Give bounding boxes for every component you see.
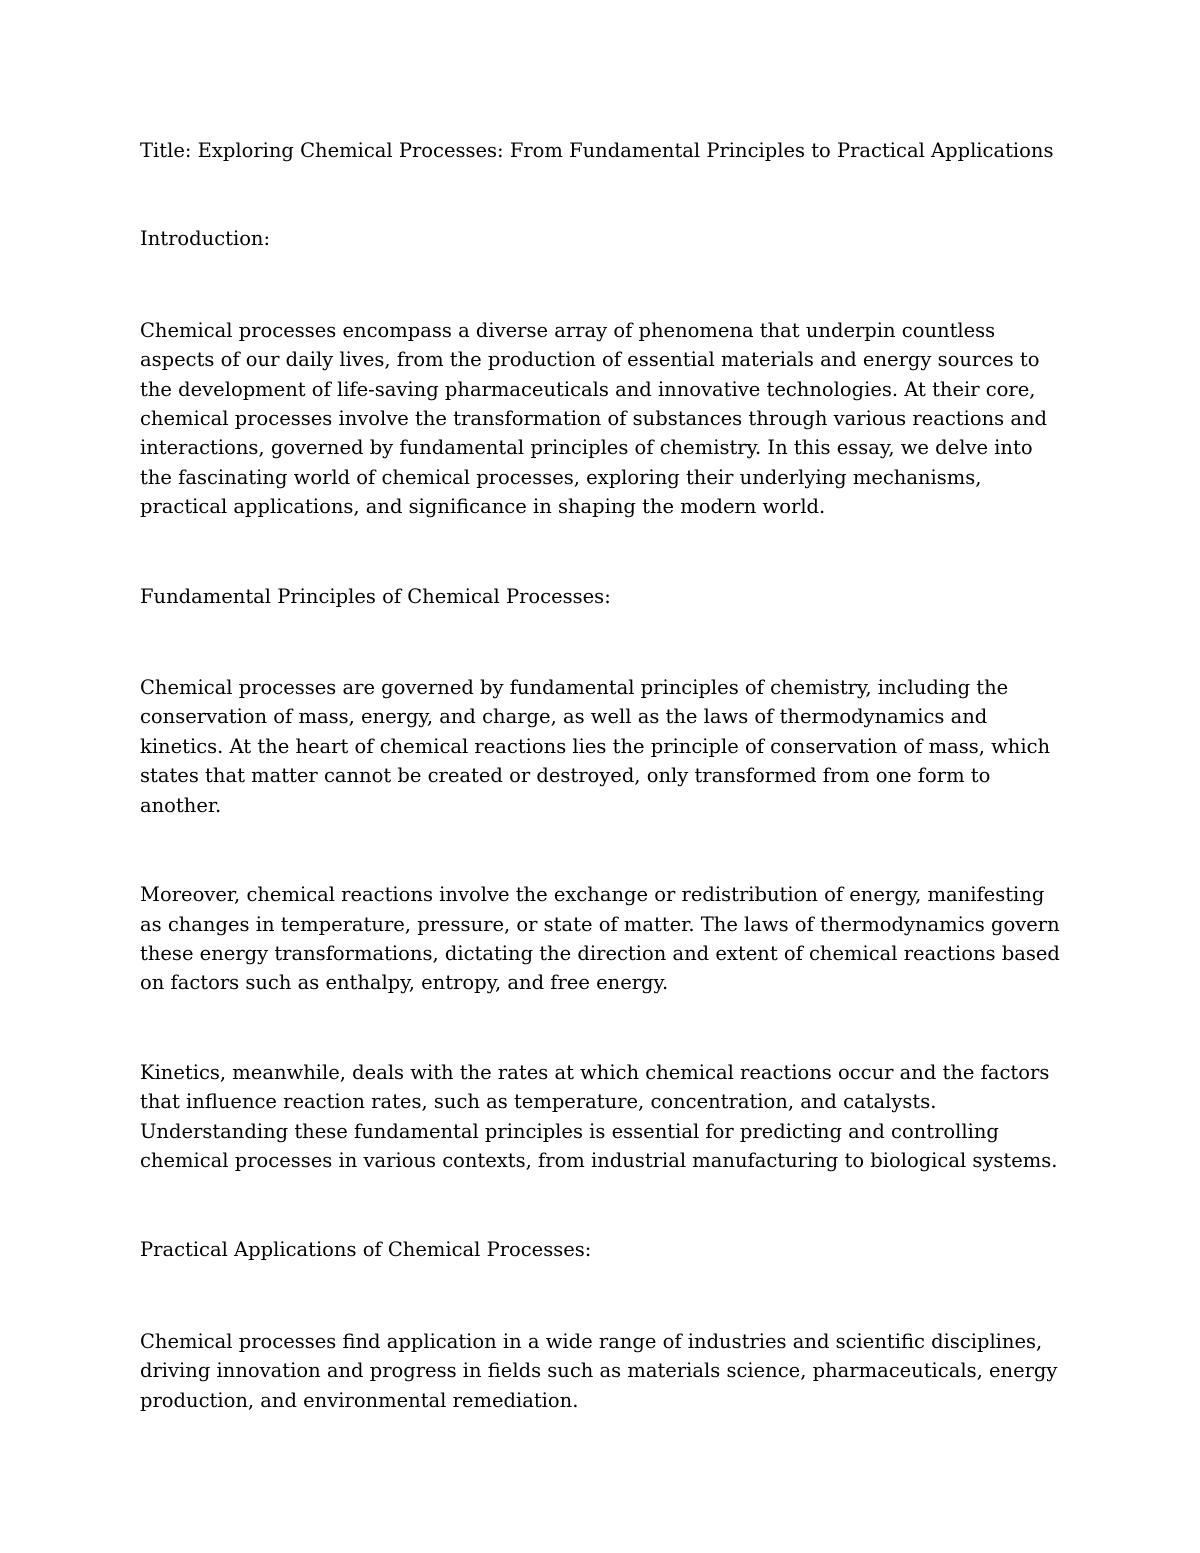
fundamentals-paragraph-3: Kinetics, meanwhile, deals with the rates at which chemical reactions occur and the factors that influence reaction rates, such as temperature, concentration, and catalysts. Understanding these fundamental principles is essential for predicting and controlling chemical processes in various contexts, from industrial manufacturing to biological systems. [140,1060,1058,1172]
document-page [140,136,1065,1415]
fundamentals-paragraph-2: Moreover, chemical reactions involve the exchange or redistribution of energy, manifesting as changes in temperature, pressure, or state of matter. The laws of thermodynamics govern these energy transformations, dictating the direction and extent of chemical reactions based on factors such as enthalpy, entropy, and free energy. [140,883,1060,995]
introduction-heading: Introduction: [140,227,271,251]
document-title: Title: Exploring Chemical Processes: From Fundamental Principles to Practical Applications [140,139,1054,162]
applications-paragraph: Chemical processes find application in a wide range of industries and scientific disciplines, driving innovation and progress in fields such as materials science, pharmaceuticals, energy production, and environmental remediation. [140,1329,1058,1412]
fundamentals-paragraph-1: Chemical processes are governed by fundamental principles of chemistry, including the conservation of mass, energy, and charge, as well as the laws of thermodynamics and kinetics. At the heart of chemical reactions lies the principle of conservation of mass, which states that matter cannot be created or destroyed, only transformed from one form to another. [140,676,1051,817]
applications-heading: Practical Applications of Chemical Processes: [140,1238,592,1262]
fundamentals-heading: Fundamental Principles of Chemical Processes: [140,584,611,608]
introduction-paragraph: Chemical processes encompass a diverse array of phenomena that underpin countless aspects of our daily lives, from the production of essential materials and energy sources to the development of life-saving pharmaceuticals and innovative technologies. At their core, chemical processes involve the transformation of substances through various reactions and interactions, governed by fundamental principles of chemistry. In this essay, we delve into the fascinating world of chemical processes, exploring their underlying mechanisms, practical applications, and significance in shaping the modern world. [140,318,1047,519]
